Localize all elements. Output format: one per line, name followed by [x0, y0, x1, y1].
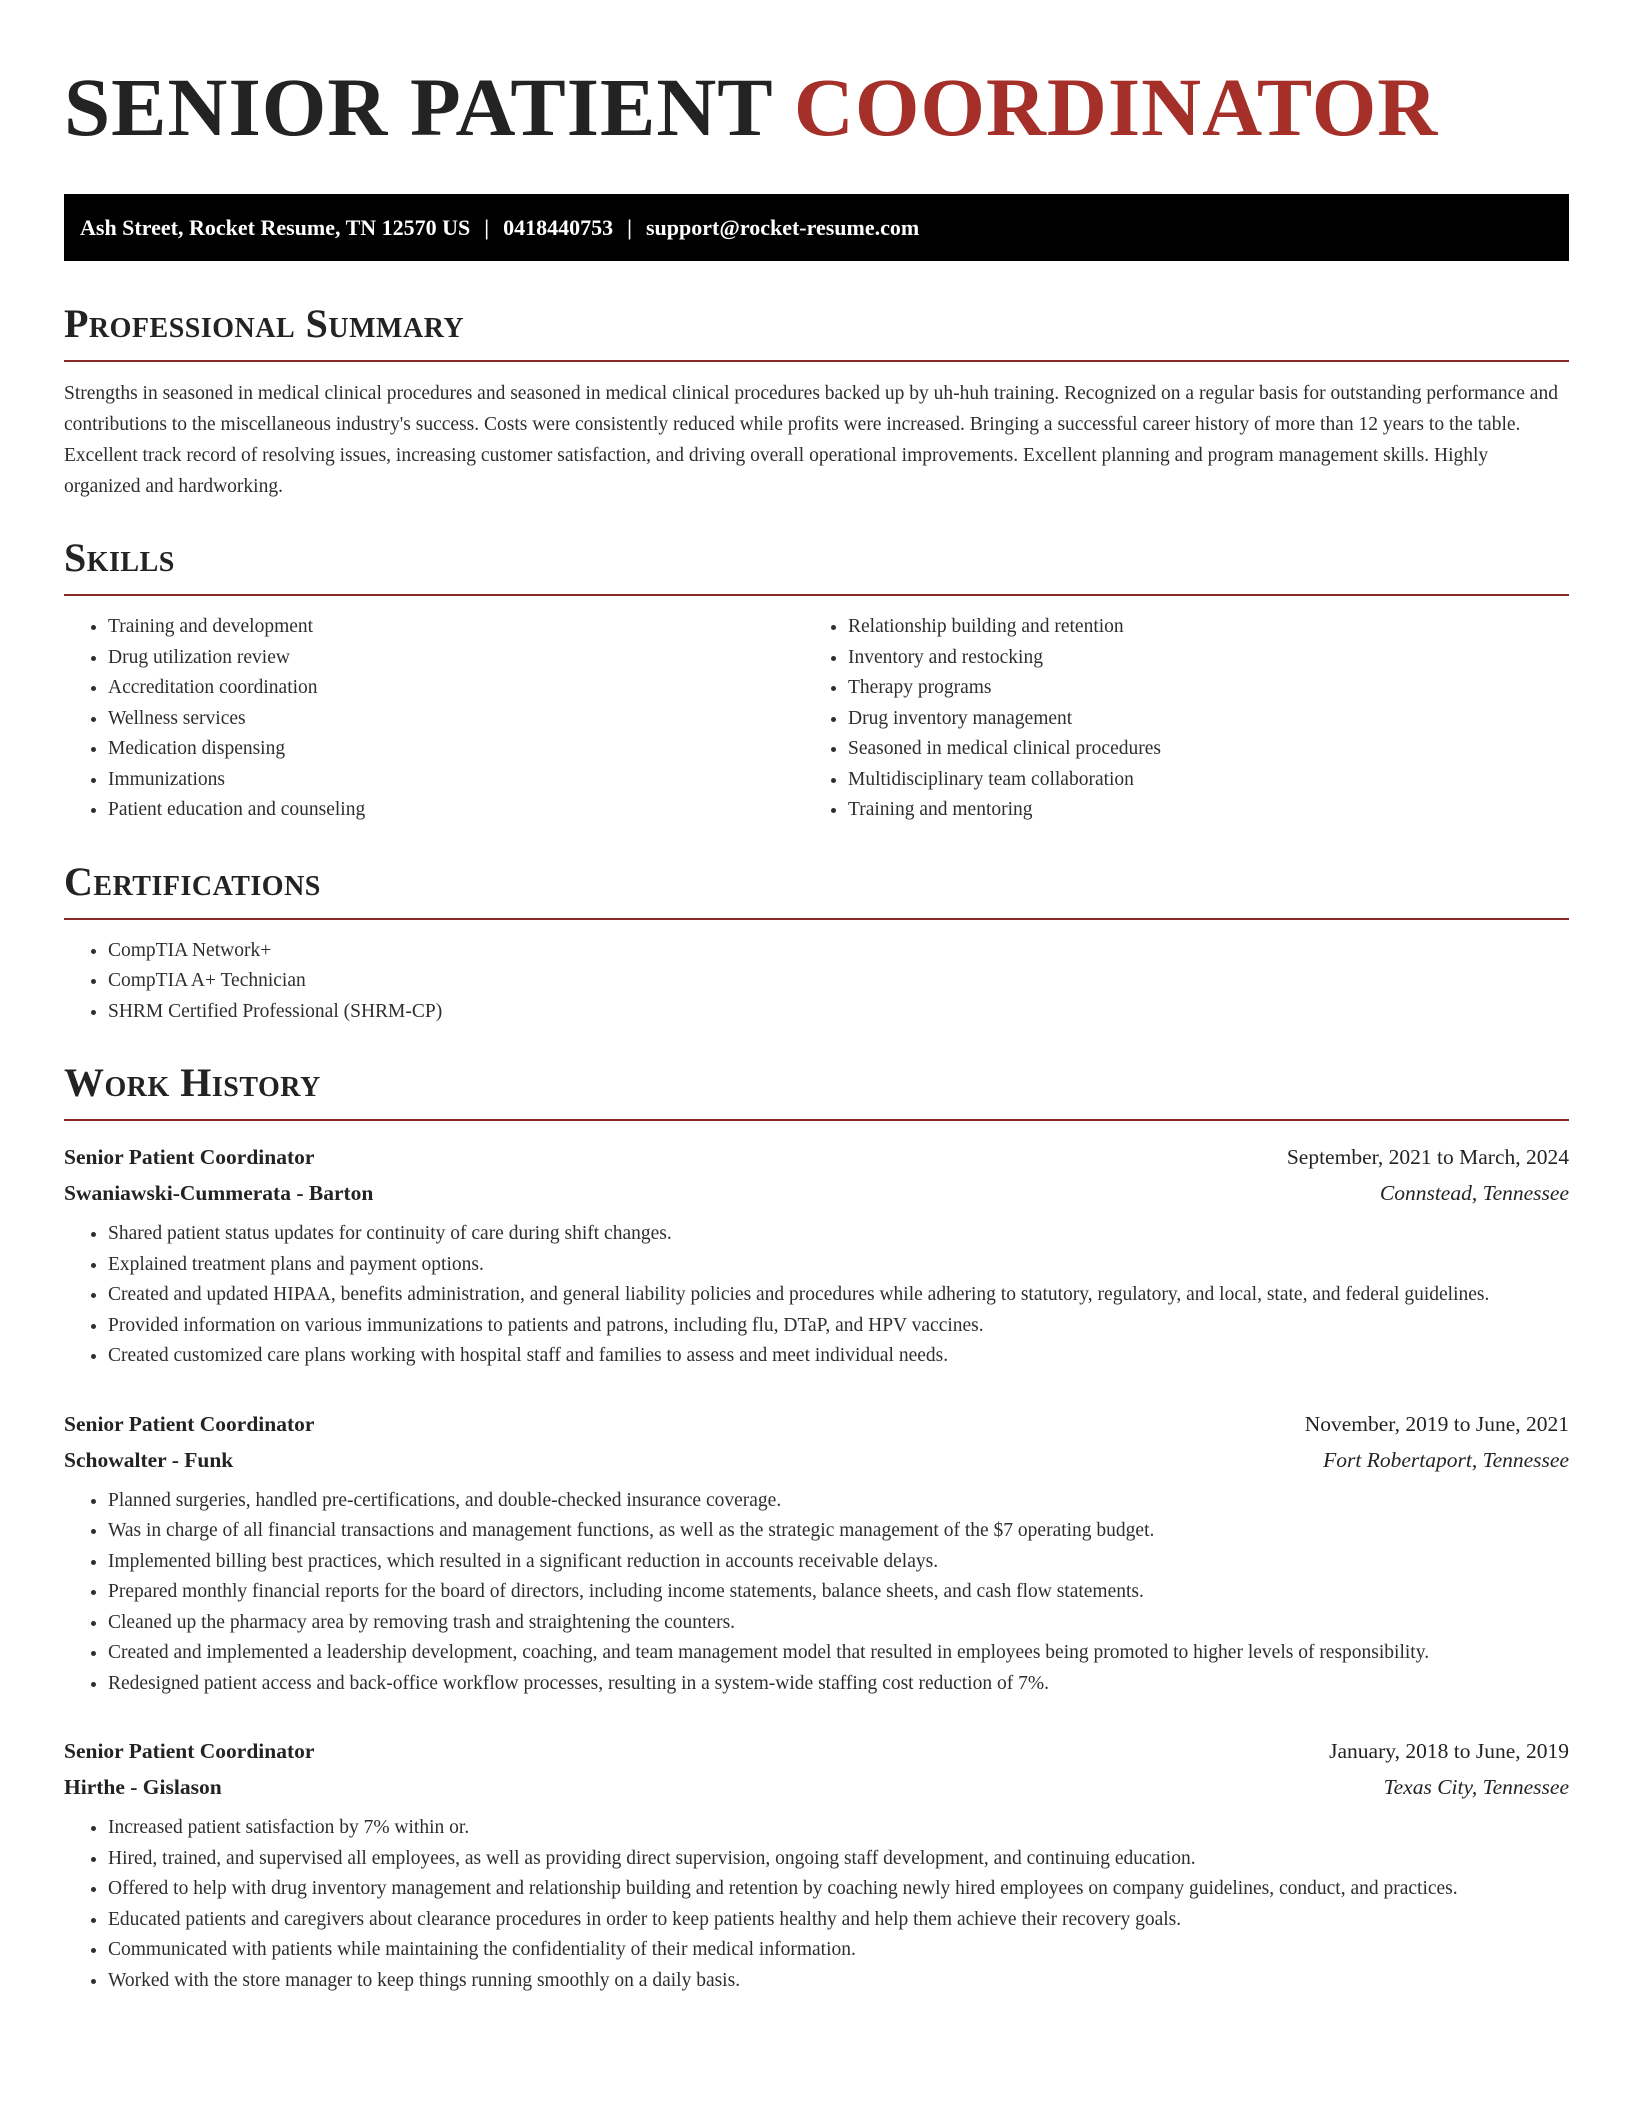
job-bullets — [64, 1813, 1569, 1996]
skills-column-right — [804, 612, 1544, 826]
contact-address: Ash Street, Rocket Resume, TN 12570 US — [80, 214, 471, 240]
job-bullet: • Explained treatment plans and payment options. — [108, 1250, 1569, 1281]
job-location: Texas City, Tennessee — [1383, 1775, 1569, 1799]
certification-item: • CompTIA Network+ — [108, 936, 1569, 967]
certifications-heading: Certifications — [64, 858, 321, 904]
job-title: Senior Patient Coordinator — [64, 1145, 315, 1169]
job-header-row — [64, 1406, 1569, 1442]
job-bullet: • Cleaned up the pharmacy area by removing trash and straightening the counters. — [108, 1608, 1569, 1639]
job-bullet: • Redesigned patient access and back-office workflow processes, resulting in a system-wide staffing cost reduction of 7%. — [108, 1669, 1569, 1700]
name-main: SENIOR PATIENT — [64, 61, 773, 153]
skill-item: • Relationship building and retention — [848, 612, 1544, 643]
job-entry — [64, 1139, 1569, 1372]
job-bullet: • Offered to help with drug inventory management and relationship building and retention by coaching newly hired employees on company guidelines, conduct, and practices. — [108, 1874, 1569, 1905]
job-company: Hirthe - Gislason — [64, 1775, 222, 1799]
job-dates: January, 2018 to June, 2019 — [1329, 1739, 1569, 1763]
resume-name — [64, 56, 1569, 158]
job-company: Swaniawski-Cummerata - Barton — [64, 1181, 374, 1205]
skill-item: • Accreditation coordination — [108, 673, 804, 704]
job-bullet: • Increased patient satisfaction by 7% within or. — [108, 1813, 1569, 1844]
job-bullets — [64, 1219, 1569, 1372]
section-divider — [64, 360, 1569, 362]
job-bullet: • Shared patient status updates for continuity of care during shift changes. — [108, 1219, 1569, 1250]
contact-bar — [64, 194, 1569, 261]
job-bullet: • Planned surgeries, handled pre-certifications, and double-checked insurance coverage. — [108, 1486, 1569, 1517]
job-bullet: • Educated patients and caregivers about clearance procedures in order to keep patients healthy and help them achieve their recovery goals. — [108, 1905, 1569, 1936]
contact-email[interactable]: support@rocket-resume.com — [646, 214, 920, 240]
skill-item: • Immunizations — [108, 765, 804, 796]
skill-item: • Drug utilization review — [108, 643, 804, 674]
summary-heading: Professional Summary — [64, 301, 465, 346]
job-header-row — [64, 1139, 1569, 1175]
job-dates: September, 2021 to March, 2024 — [1286, 1145, 1569, 1169]
section-divider — [64, 594, 1569, 596]
section-divider — [64, 1119, 1569, 1121]
certifications-list — [64, 936, 1569, 1028]
certification-item: • SHRM Certified Professional (SHRM-CP) — [108, 997, 1569, 1028]
skill-item: • Wellness services — [108, 704, 804, 735]
job-entry — [64, 1406, 1569, 1700]
job-title: Senior Patient Coordinator — [64, 1739, 315, 1763]
skill-item: • Patient education and counseling — [108, 795, 804, 826]
skills-section — [64, 535, 1569, 826]
certification-item: • CompTIA A+ Technician — [108, 966, 1569, 997]
skill-item: • Training and development — [108, 612, 804, 643]
work-history-section — [64, 1060, 1569, 1996]
contact-separator: | — [484, 214, 490, 240]
skills-list-left — [64, 612, 804, 826]
job-entry — [64, 1733, 1569, 1996]
skill-item: • Training and mentoring — [848, 795, 1544, 826]
skill-item: • Seasoned in medical clinical procedures — [848, 734, 1544, 765]
job-bullet: • Worked with the store manager to keep things running smoothly on a daily basis. — [108, 1966, 1569, 1997]
job-header-row — [64, 1733, 1569, 1769]
skill-item: • Therapy programs — [848, 673, 1544, 704]
job-location: Fort Robertaport, Tennessee — [1323, 1447, 1569, 1472]
skill-item: • Drug inventory management — [848, 704, 1544, 735]
name-accent: COORDINATOR — [793, 61, 1439, 153]
contact-separator: | — [627, 214, 632, 240]
job-subheader-row — [64, 1769, 1569, 1805]
job-subheader-row — [64, 1175, 1569, 1211]
job-location: Connstead, Tennessee — [1379, 1181, 1569, 1205]
job-bullet: • Created and implemented a leadership development, coaching, and team management model that resulted in employees being promoted to higher levels of responsibility. — [108, 1638, 1569, 1669]
certifications-section — [64, 858, 1569, 1028]
skills-grid — [64, 612, 1569, 826]
skills-list-right — [804, 612, 1544, 826]
job-bullet: • Implemented billing best practices, which resulted in a significant reduction in accounts receivable delays. — [108, 1547, 1569, 1578]
skills-heading: Skills — [64, 535, 175, 580]
job-bullet: • Created customized care plans working with hospital staff and families to assess and meet individual needs. — [108, 1341, 1569, 1372]
job-company: Schowalter - Funk — [64, 1447, 234, 1472]
job-subheader-row — [64, 1442, 1569, 1478]
summary-text: Strengths in seasoned in medical clinical procedures and seasoned in medical clinical procedures backed up by uh-huh training. Recognized on a regular basis for outstanding performance and contributions to the miscellaneous industry's success. Costs were consistently reduced while profits were increased. Bringing a successful career history of more than 12 years to the table. Excellent track record of resolving issues, increasing customer satisfaction, and driving overall operational improvements. Excellent planning and program management skills. Highly organized and hardworking. — [64, 383, 1558, 497]
job-bullets — [64, 1486, 1569, 1700]
work-history-heading: Work History — [64, 1060, 321, 1105]
skills-column-left — [64, 612, 804, 826]
section-divider — [64, 918, 1569, 920]
job-bullet: • Was in charge of all financial transactions and management functions, as well as the strategic management of the $7 operating budget. — [108, 1516, 1569, 1547]
job-bullet: • Prepared monthly financial reports for the board of directors, including income statements, balance sheets, and cash flow statements. — [108, 1577, 1569, 1608]
job-dates: November, 2019 to June, 2021 — [1304, 1411, 1569, 1436]
skill-item: • Multidisciplinary team collaboration — [848, 765, 1544, 796]
skill-item: • Medication dispensing — [108, 734, 804, 765]
job-bullet: • Created and updated HIPAA, benefits administration, and general liability policies and procedures while adhering to statutory, regulatory, and local, state, and federal guidelines. — [108, 1280, 1569, 1311]
job-bullet: • Hired, trained, and supervised all employees, as well as providing direct supervision, ongoing staff development, and continuing education. — [108, 1844, 1569, 1875]
contact-phone: 0418440753 — [503, 214, 614, 240]
summary-section — [64, 301, 1569, 502]
skill-item: • Inventory and restocking — [848, 643, 1544, 674]
job-bullet: • Provided information on various immunizations to patients and patrons, including flu, DTaP, and HPV vaccines. — [108, 1311, 1569, 1342]
job-title: Senior Patient Coordinator — [64, 1411, 315, 1436]
job-bullet: • Communicated with patients while maintaining the confidentiality of their medical information. — [108, 1935, 1569, 1966]
